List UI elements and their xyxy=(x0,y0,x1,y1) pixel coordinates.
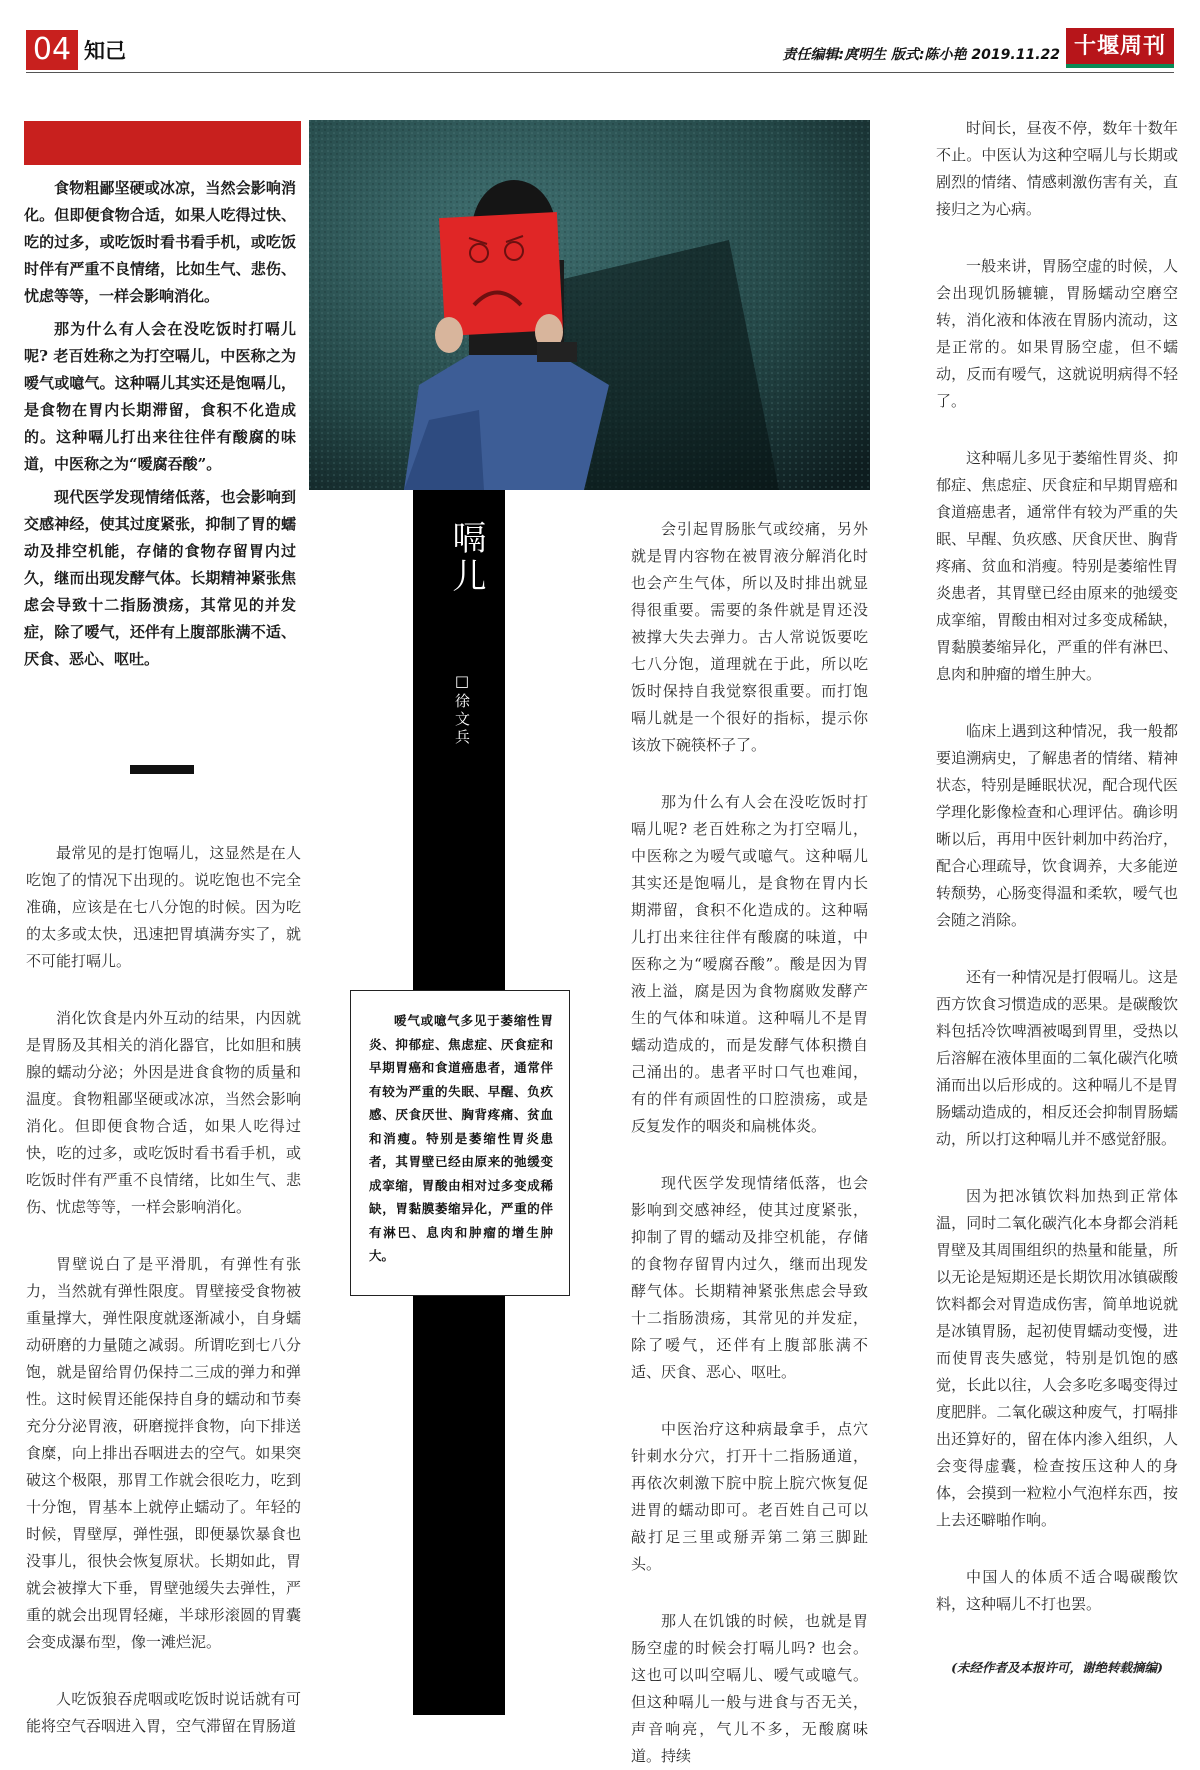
editor-credits: 责任编辑:庹明生 版式:陈小艳 2019.11.22 xyxy=(782,47,1060,63)
lead-paragraph: 食物粗鄙坚硬或冰凉，当然会影响消化。但即便食物合适，如果人吃得过快、吃的过多，或吃饭时看书看手机，或吃饭时伴有严重不良情绪，比如生气、悲伤、忧虑等等，一样会影响消化。 xyxy=(24,179,296,305)
body-paragraph: 那为什么有人会在没吃饭时打嗝儿呢? 老百姓称之为打空嗝儿，中医称之为嗳气或噫气。这种嗝儿其实还是饱嗝儿，是食物在胃内长期滞留，食积不化造成的。这种嗝儿打出来往往伴有酸腐的味道，中医称之为“嗳腐吞酸”。酸是因为胃液上溢，腐是因为食物腐败发酵产生的气体和味道。这种嗝儿不是胃蠕动造成的，而是发酵气体积攒自己涌出的。患者平时口气也难闻，有的伴有顽固性的口腔溃疡，或是反复发作的咽炎和扁桃体炎。 xyxy=(631,793,868,1135)
body-paragraph: 中医治疗这种病最拿手，点穴针刺水分穴，打开十二指肠通道，再依次刺激下脘中脘上脘穴恢复促进胃的蠕动即可。老百姓自己可以敲打足三里或掰弄第二第三脚趾头。 xyxy=(631,1420,868,1573)
page-number: 04 xyxy=(26,30,78,70)
pull-quote-text: 嗳气或噫气多见于萎缩性胃炎、抑郁症、焦虑症、厌食症和早期胃癌和食道癌患者，通常伴有较为严重的失眠、早醒、负疚感、厌食厌世、胸背疼痛、贫血和消瘦。特别是萎缩性胃炎患者，其胃壁已经由原来的弛缓变成挛缩，胃酸由相对过多变成稀缺，胃黏膜萎缩异化，严重的伴有淋巴、息肉和肿瘤的增生肿大。 xyxy=(369,1013,553,1263)
body-paragraph: 时间长，昼夜不停，数年十数年不止。中医认为这种空嗝儿与长期或剧烈的情绪、情感刺激伤害有关，直接归之为心病。 xyxy=(936,119,1178,218)
body-paragraph: 这种嗝儿多见于萎缩性胃炎、抑郁症、焦虑症、厌食症和早期胃癌和食道癌患者，通常伴有较为严重的失眠、早醒、负疚感、厌食厌世、胸背疼痛、贫血和消瘦。特别是萎缩性胃炎患者，其胃壁已经由原来的弛缓变成挛缩，胃酸由相对过多变成稀缺，胃黏膜萎缩异化，严重的伴有淋巴、息肉和肿瘤的增生肿大。 xyxy=(936,449,1178,683)
lead-block xyxy=(24,175,296,679)
right-column xyxy=(936,115,1178,1618)
body-paragraph: 人吃饭狼吞虎咽或吃饭时说话就有可能将空气吞咽进入胃，空气滞留在胃肠道 xyxy=(26,1690,301,1735)
masthead-logo: 十堰周刊 xyxy=(1066,28,1174,68)
black-decor-bar xyxy=(130,765,194,774)
left-column xyxy=(26,840,301,1740)
body-paragraph: 一般来讲，胃肠空虚的时候，人会出现饥肠辘辘，胃肠蠕动空磨空转，消化液和体液在胃肠内流动，这是正常的。如果胃肠空虚，但不蠕动，反而有嗳气，这就说明病得不轻了。 xyxy=(936,257,1178,410)
middle-column xyxy=(631,516,868,1770)
article-photo xyxy=(309,120,870,490)
body-paragraph: 现代医学发现情绪低落，也会影响到交感神经，使其过度紧张，抑制了胃的蠕动及排空机能，存储的食物存留胃内过久，继而出现发酵气体。长期精神紧张焦虑会导致十二指肠溃疡，其常见的并发症，除了嗳气，还伴有上腹部胀满不适、厌食、恶心、呕吐。 xyxy=(631,1174,868,1381)
body-paragraph: 临床上遇到这种情况，我一般都要追溯病史，了解患者的情绪、精神状态，特别是睡眠状况，配合现代医学理化影像检查和心理评估。确诊明晰以后，再用中医针刺加中药治疗，配合心理疏导，饮食调养，大多能逆转颓势，心肠变得温和柔软，嗳气也会随之消除。 xyxy=(936,722,1178,929)
body-paragraph: 会引起胃肠胀气或绞痛，另外就是胃内容物在被胃液分解消化时也会产生气体，所以及时排出就显得很重要。需要的条件就是胃还没被撑大失去弹力。古人常说饭要吃七八分饱，道理就在于此，所以吃饭时保持自我觉察很重要。而打饱嗝儿就是一个很好的指标，提示你该放下碗筷杯子了。 xyxy=(631,520,868,754)
article-author: □徐文兵 xyxy=(453,672,471,747)
lead-paragraph: 那为什么有人会在没吃饭时打嗝儿呢? 老百姓称之为打空嗝儿，中医称之为嗳气或噫气。这种嗝儿其实还是饱嗝儿，是食物在胃内长期滞留，食积不化造成的。这种嗝儿打出来往往伴有酸腐的味道，中医称之为“嗳腐吞酸”。 xyxy=(24,320,296,473)
red-decor-bar xyxy=(24,121,301,165)
body-paragraph: 中国人的体质不适合喝碳酸饮料，这种嗝儿不打也罢。 xyxy=(936,1568,1178,1613)
body-paragraph: 胃壁说白了是平滑肌，有弹性有张力，当然就有弹性限度。胃壁接受食物被重量撑大，弹性限度就逐渐减小，自身蠕动研磨的力量随之减弱。所谓吃到七八分饱，就是留给胃仍保持二三成的弹力和弹性。这时候胃还能保持自身的蠕动和节奏充分分泌胃液，研磨搅拌食物，向下排送食糜，向上排出吞咽进去的空气。如果突破这个极限，那胃工作就会很吃力，吃到十分饱，胃基本上就停止蠕动了。年轻的时候，胃壁厚，弹性强，即便暴饮暴食也没事儿，很快会恢复原状。长期如此，胃就会被撑大下垂，胃壁弛缓失去弹性，严重的就会出现胃轻瘫，半球形滚圆的胃囊会变成瀑布型，像一滩烂泥。 xyxy=(26,1255,301,1651)
section-title: 知己 xyxy=(84,39,126,63)
body-paragraph: 那人在饥饿的时候，也就是胃肠空虚的时候会打嗝儿吗? 也会。这也可以叫空嗝儿、嗳气或噫气。但这种嗝儿一般与进食与否无关，声音响亮，气儿不多，无酸腐味道。持续 xyxy=(631,1612,868,1765)
body-paragraph: 还有一种情况是打假嗝儿。这是西方饮食习惯造成的恶果。是碳酸饮料包括冷饮啤酒被喝到胃里，受热以后溶解在液体里面的二氧化碳汽化喷涌而出以后形成的。这种嗝儿不是胃肠蠕动造成的，相反还会抑制胃肠蠕动，所以打这种嗝儿并不感觉舒服。 xyxy=(936,968,1178,1148)
reprint-notice: (未经作者及本报许可，谢绝转载摘编) xyxy=(951,1660,1163,1675)
lead-paragraph: 现代医学发现情绪低落，也会影响到交感神经，使其过度紧张，抑制了胃的蠕动及排空机能，存储的食物存留胃内过久，继而出现发酵气体。长期精神紧张焦虑会导致十二指肠溃疡，其常见的并发症，除了嗳气，还伴有上腹部胀满不适、厌食、恶心、呕吐。 xyxy=(24,488,296,668)
body-paragraph: 因为把冰镇饮料加热到正常体温，同时二氧化碳汽化本身都会消耗胃壁及其周围组织的热量和能量，所以无论是短期还是长期饮用冰镇碳酸饮料都会对胃造成伤害，简单地说就是冰镇胃肠，起初使胃蠕动变慢，进而使胃丧失感觉，特别是饥饱的感觉，长此以往，人会多吃多喝变得过度肥胖。二氧化碳这种废气，打嗝排出还算好的，留在体内渗入组织，人会变得虚囊，检查按压这种人的身体，会摸到一粒粒小气泡样东西，按上去还噼啪作响。 xyxy=(936,1187,1178,1529)
body-paragraph: 消化饮食是内外互动的结果，内因就是胃肠及其相关的消化器官，比如胆和胰腺的蠕动分泌；外因是进食食物的质量和温度。食物粗鄙坚硬或冰凉，当然会影响消化。但即便食物合适，如果人吃得过快，吃的过多，或吃饭时看书看手机，或吃饭时伴有严重不良情绪，比如生气、悲伤、忧虑等等，一样会影响消化。 xyxy=(26,1009,301,1216)
body-paragraph: 最常见的是打饱嗝儿，这显然是在人吃饱了的情况下出现的。说吃饱也不完全准确，应该是在七八分饱的时候。因为吃的太多或太快，迅速把胃填满夯实了，就不可能打嗝儿。 xyxy=(26,844,301,970)
article-title: 嗝儿 xyxy=(446,520,486,596)
pull-quote xyxy=(350,990,570,1296)
header-rule xyxy=(26,72,1174,73)
